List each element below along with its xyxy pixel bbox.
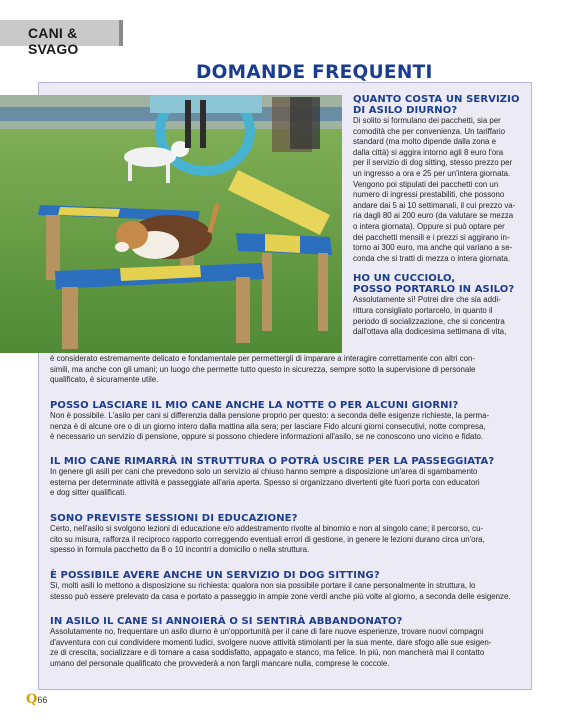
magazine-logo: Q: [26, 692, 38, 707]
faq-overnight-section: [50, 400, 522, 443]
faq-puppy-text-continued: è considerato estremamente delicato e fondamentale per permettergli di imparare a interagire correttamente con altri con- simili, ma anche con gli umani; un luogo che permette tutto questo in sicurezza, sempre sotto la supervisione di personale qualificato, è sicuramente utile.: [50, 354, 476, 385]
faq-walk-section: [50, 456, 522, 499]
faq-dogsitting-text: Sì, molti asili lo mettono a disposizione su richiesta: qualora non sia possibile portare il cane personalmente in struttura, lo stesso può essere prelevato da casa e portato a passeggio in ampie zone verdi anche più volte al giorno, a seconda delle esigenze.: [50, 581, 511, 601]
faq-cost-title: [353, 94, 525, 116]
faq-dogsitting-section: [50, 570, 522, 602]
faq-education-section: [50, 513, 522, 556]
dog-agility-illustration: [0, 95, 342, 353]
faq-puppy-title-line1: HO UN CUCCIOLO,: [353, 273, 456, 285]
faq-bored-title: IN ASILO IL CANE SI ANNOIERÀ O SI SENTIRÀ ABBANDONATO?: [50, 616, 403, 627]
page-footer: [26, 692, 47, 707]
section-tag: [0, 20, 123, 57]
faq-cost-title-line1: QUANTO COSTA UN SERVIZIO: [353, 94, 520, 105]
faq-bored-text: Assolutamente no, frequentare un asilo diurno è un'opportunità per il cane di fare nuove esperienze, trovare nuovi compagni d'avventura con cui condividere momenti ludici, svolgere nuove attività stimolanti per la sua mente, dare sfogo alle sue esigen- ze di crescita, socializzare e di tornare a casa soddisfatto, appagato e stanco, ma felice. In più, non mancherà mai il contatto umano del personale qualificato che provvederà a non fargli mancare nulla, comprese le coccole.: [50, 627, 492, 668]
page-number: 66: [37, 695, 48, 705]
faq-puppy-text: Assolutamente sì! Potrei dire che sia addi- rittura consigliato portarcelo, in quanto il periodo di socializzazione, che si concentra dall'ottava alla dodicesima settimana di vita,: [353, 295, 507, 337]
faq-overnight-text: Non è possibile. L'asilo per cani si differenzia dalla pensione proprio per questo: a seconda delle esigenze richieste, la perma- nenza è di alcune ore o di un giorno intero dalla mattina alla sera; per lasciare Fido alcuni giorni consecutivi, notte compresa, è necessario un servizio di pensione, oppure si possono chiedere informazioni all'asilo, se ne conoscono uno vicino e fidato.: [50, 411, 490, 442]
faq-walk-title: IL MIO CANE RIMARRÀ IN STRUTTURA O POTRÀ USCIRE PER LA PASSEGGIATA?: [50, 456, 495, 467]
faq-puppy-title-line2: POSSO PORTARLO IN ASILO?: [353, 284, 515, 296]
page-title: DOMANDE FREQUENTI: [196, 62, 433, 83]
faq-dogsitting-title: È POSSIBILE AVERE ANCHE UN SERVIZIO DI DOG SITTING?: [50, 570, 380, 581]
faq-cost-text: Di solito si formulano dei pacchetti, sia per comodità che per convenienza. Un tariffario standard (ma molto dipende dalla zona e dalla città) si aggira intorno agli 8 euro l'ora per il servizio di dog sitting, stesso prezzo per un ingresso a ora e 25 per un'intera giornata. Vengono poi stipulati dei pacchetti con un numero di ingressi prestabiliti, che possono andare dai 5 ai 10 settimanali, il cui prezzo va- ria dagli 80 ai 200 euro (da valutare se mezza o intera giornata). Oppure si può optare per dei pacchetti mensili e i prezzi si aggirano in- torno ai 300 euro, ma anche qui variano a se- conda che si tratti di mezza o intera giornata.: [353, 116, 516, 263]
faq-education-title: SONO PREVISTE SESSIONI DI EDUCAZIONE?: [50, 513, 298, 524]
faq-cost-title-line2: DI ASILO DIURNO?: [353, 105, 458, 116]
faq-education-text: Certo, nell'asilo si svolgono lezioni di educazione e/o addestramento rivolte al binomio e non al singolo cane; il percorso, cu- cito su misura, rafforza il reciproco rapporto correggendo eventuali errori di gestione, in genere le lezioni durano circa un'ora, spesso in formula pacchetto da 8 o 10 incontri a domicilio o nella struttura.: [50, 524, 485, 555]
faq-puppy-continued: [50, 354, 522, 386]
section-tag-label: CANI & SVAGO: [28, 25, 79, 57]
faq-puppy-title: [353, 273, 525, 295]
faq-cost-section: [353, 94, 525, 338]
dog-agility-photo: [0, 95, 342, 353]
faq-bored-section: [50, 616, 522, 669]
faq-overnight-title: POSSO LASCIARE IL MIO CANE ANCHE LA NOTTE O PER ALCUNI GIORNI?: [50, 400, 459, 411]
faq-walk-text: In genere gli asili per cani che prevedono solo un servizio al chiuso hanno sempre a disposizione un'area di sgambamento esterna per determinate attività e passeggiate all'aria aperta. Spesso si organizzano divertenti gite fuori porta con educatori e dog sitter qualificati.: [50, 467, 480, 498]
